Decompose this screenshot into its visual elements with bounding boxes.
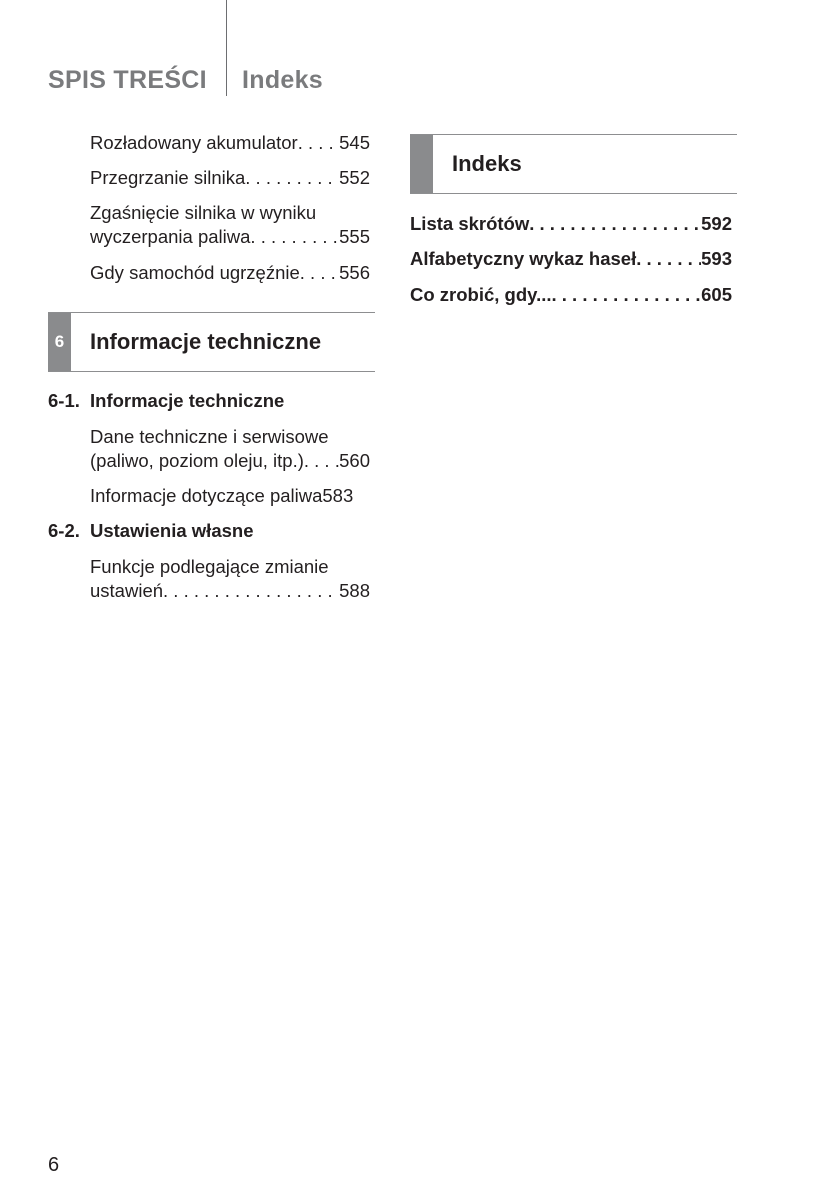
header-subtitle: Indeks [242,66,323,94]
leader-dots [245,166,339,190]
toc-entry-page: 552 [339,167,370,188]
toc-entry-title: Przegrzanie silnika [90,167,246,188]
index-entry[interactable] [410,284,732,306]
toc-entry[interactable] [90,555,370,603]
index-marker [410,135,433,193]
leader-dots [298,131,339,155]
toc-entry-page: 545 [339,132,370,153]
toc-entry[interactable] [90,166,370,190]
subsection-number: 6-2. [48,520,80,541]
toc-entry-title: Gdy samochód ugrzęźnie [90,262,300,283]
toc-entry-title: ustawień [90,580,164,601]
toc-entry-page: 556 [339,262,370,283]
toc-entry[interactable] [90,131,370,155]
toc-entry-title: wyczerpania paliwa [90,226,251,247]
toc-entry-title: Rozładowany akumulator [90,132,298,153]
page-number: 6 [48,1154,60,1176]
index-header [410,134,737,194]
toc-entry-title: (paliwo, poziom oleju, itp.) [90,450,304,471]
subsection-title: Informacje techniczne [90,390,285,411]
index-title: Indeks [452,151,522,176]
section-title: Informacje techniczne [90,329,322,354]
toc-entry-title: Informacje dotyczące paliwa [90,485,323,506]
index-entry-title: Lista skrótów [410,213,530,234]
index-entry-page: 605 [701,284,732,305]
toc-entry[interactable] [90,484,370,508]
toc-entry-title-line1: Funkcje podlegające zmianie [90,556,329,577]
section-header [48,312,375,372]
leader-dots [304,449,339,473]
index-entry-title: Co zrobić, gdy... [410,284,552,305]
toc-entry-title-line1: Zgaśnięcie silnika w wyniku [90,202,317,223]
leader-dots [250,225,339,249]
toc-entry[interactable] [90,425,370,473]
leader-dots [552,284,702,306]
index-entry-title: Alfabetyczny wykaz haseł [410,248,637,269]
index-entry[interactable] [410,248,732,270]
toc-entry[interactable] [90,201,370,249]
leader-dots [529,213,701,235]
toc-entry-title-line1: Dane techniczne i serwisowe [90,426,329,447]
subsection-number: 6-1. [48,390,80,411]
toc-entry-page: 588 [339,580,370,601]
section-number: 6 [48,313,71,371]
index-entry[interactable] [410,213,732,235]
toc-entry-page: 555 [339,226,370,247]
subsection-heading[interactable] [48,520,253,542]
header-divider [226,0,227,96]
toc-entry[interactable] [90,261,370,285]
subsection-title: Ustawienia własne [90,520,254,541]
leader-dots [636,248,701,270]
subsection-heading[interactable] [48,390,284,412]
header-title: SPIS TREŚCI [48,66,207,94]
index-entry-page: 593 [701,248,732,269]
leader-dots [163,579,339,603]
toc-entry-page: 583 [322,485,354,506]
leader-dots [300,261,339,285]
index-entry-page: 592 [701,213,732,234]
toc-entry-page: 560 [339,450,370,471]
